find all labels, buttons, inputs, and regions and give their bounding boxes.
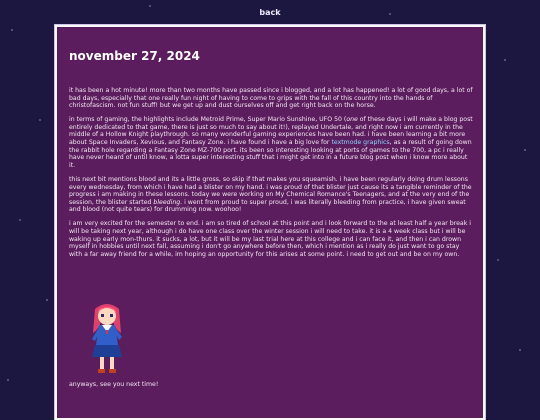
paragraph-3-text-a: this next bit mentions blood and its a little gross, so skip if that makes you squeamish. i have been regularly doing drum lessons every wednesday, from which i have had a blister on my hand. i was proud of that blister just cause its a tangible reminder of the progress i am making in these lessons. today we were working on My Chemical Romance's Teenagers, and at the very end of the session, the blister started: [69, 175, 472, 206]
paragraph-2-text-c: , as a result of going down the rabbit hole regarding a Fantasy Zone MZ-700 port. its been so interesting looking at ports of games to the 700, a pc i really have never heard of until know, a lotta super interesting stuff that i might get into in a future blog post when i know more about it.: [69, 139, 472, 169]
back-link[interactable]: back: [259, 8, 281, 17]
paragraph-3: [69, 176, 473, 214]
paragraph-3-emphasis: bleeding: [153, 198, 181, 206]
post-body: [69, 87, 473, 265]
blog-post-panel: [55, 25, 485, 420]
paragraph-3-text-b: . i went from proud to super proud, i was literally bleeding from practice, i have given sweat and blood (not quite tears) for drumming now. woohoo!: [69, 198, 466, 214]
paragraph-2-emphasis: one: [346, 116, 358, 124]
paragraph-4: i am very excited for the semester to end. i am so tired of school at this point and i look forward to the at least half a year break i will be taking next year, although i do have one class over the winter session i will need to take. it is a 4 week class but i will be waking up early mon-thurs. it sucks, a lot, but it will be my last trial here at this college and i can face it, and then i can drown myself in hobbies until next fall, assuming i don't go anywhere before then, which i mention as i really do just want to go stay with a far away friend for a while, im hoping an opportunity for this arises at some point. i need to get out and be on my own.: [69, 220, 471, 258]
paragraph-2-text-a: in terms of gaming, the highlights include Metroid Prime, Super Mario Sunshine, UFO 50 (: [69, 116, 347, 124]
paragraph-2-text-b: of these days i will make a blog post entirely dedicated to that game, there is just so much to say about it!), replayed Undertale, and right now i am currently in the middle of a Hollow Knight playthrough. so many wonderful gaming experiences have been had. i have been learning a bit more about Space Invaders, Xevious, and Fantasy Zone. i have found i have a big love for: [69, 116, 473, 147]
textmode-graphics-link[interactable]: textmode graphics: [331, 139, 390, 147]
post-title: november 27, 2024: [69, 49, 200, 63]
paragraph-1: it has been a hot minute! more than two months have passed since i blogged, and a lot has happened! a lot of good days, a lot of bad days, especially that one really fun night of having to come to grips with the fall of this country into the hands of christofascism. not fun stuff! but we get up and dust ourselves off and get right back on the horse.: [69, 87, 473, 110]
paragraph-2: [69, 116, 473, 169]
anime-girl-sprite-icon: [85, 299, 129, 377]
post-signoff: anyways, see you next time!: [69, 381, 159, 388]
